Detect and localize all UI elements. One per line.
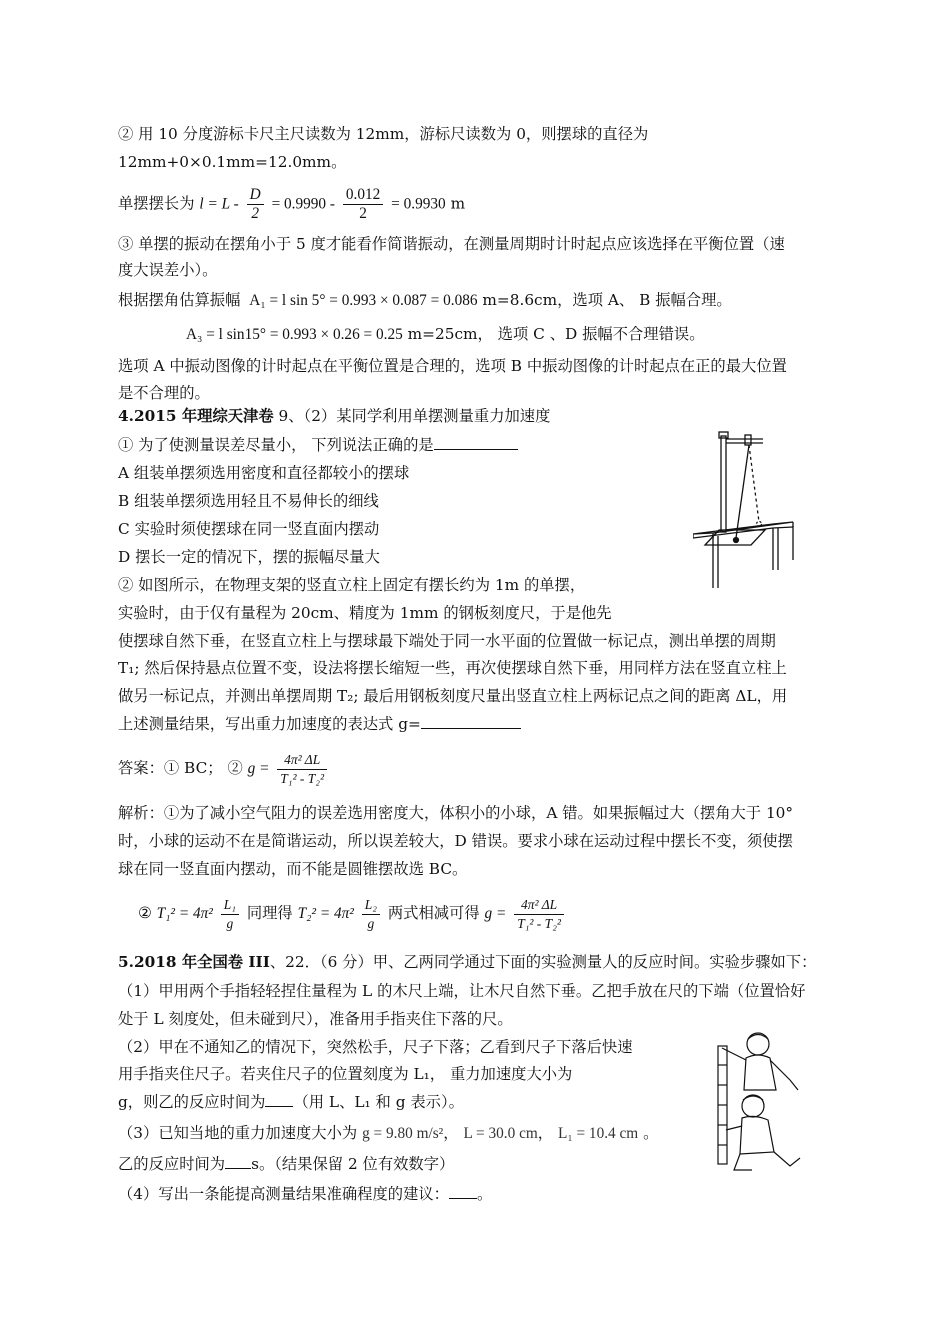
length-prefix: 单摆摆长为 xyxy=(118,194,195,213)
amplitude-a3-expr: A₃ = l sin15° = 0.993 × 0.26 = 0.25 xyxy=(186,326,403,343)
q5-step3-line2: 乙的反应时间为 s。（结果保留 2 位有效数字） xyxy=(118,1155,455,1173)
q4-option-a: A 组装单摆须选用密度和直径都较小的摆球 xyxy=(118,464,410,482)
amplitude-a3-line: A₃ = l sin15° = 0.993 × 0.26 = 0.25 m=25cm， 选项 C 、D 振幅不合理错误。 xyxy=(186,325,705,343)
person-a-head xyxy=(747,1033,769,1055)
length-unit: m xyxy=(450,194,466,213)
diameter-result-line: 12mm+0×0.1mm=12.0mm。 xyxy=(118,153,347,171)
caliper-reading-line: ② 用 10 分度游标卡尺主尺读数为 12mm，游标尺读数为 0，则摆球的直径为 xyxy=(118,125,649,143)
q4-derivation: ② T₁² = 4π² $\frac{\text{L₁}}{g}$ 同理得 T₂² = 4π² $\frac{\text{L₂}}{g}$ 两式相减可得 g = $\frac{\text{4π² ΔL}}{\text{T₁² - T₂²}}$ xyxy=(138,890,858,937)
pendulum-length-formula xyxy=(118,186,838,223)
q4-explanation-line3: 球在同一竖直面内摆动，而不能是圆锥摆故选 BC。 xyxy=(118,860,468,878)
q4-part2-line6: 上述测量结果，写出重力加速度的表达式 g= xyxy=(118,713,838,735)
q4-part2-line2: 实验时，由于仅有量程为 20cm、精度为 1mm 的钢板刻度尺，于是他先 xyxy=(118,604,612,622)
length-expr-b: = 0.9990 - xyxy=(271,195,335,213)
q5-step4: （4）写出一条能提高测量结果准确程度的建议： 。 xyxy=(118,1185,493,1203)
q4-part2-line5: 做另一标记点，并测出单摆周期 T₂; 最后用钢板刻度尺量出竖直立柱上两标记点之间的距离 ΔL，用 xyxy=(118,687,788,705)
fraction-d-over-2: $\frac{D}{2}$ xyxy=(247,186,264,223)
q4-title: 4.2015 年理综天津卷 9、（2）某同学利用单摆测量重力加速度 xyxy=(118,407,551,425)
person-a-body xyxy=(744,1055,776,1090)
pendulum-stand-figure xyxy=(693,430,795,590)
person-b-body xyxy=(740,1116,774,1154)
answer-blank xyxy=(265,1092,293,1107)
q4-explanation-line1: 解析：①为了减小空气阻力的误差选用密度大，体积小的小球，A 错。如果振幅过大（摆角大于 10° xyxy=(118,804,794,822)
given-L: L = 30.0 cm xyxy=(463,1125,538,1142)
shm-condition-line: ③ 单摆的振动在摆角小于 5 度才能看作简谐振动，在测量周期时计时起点应该选择在平衡位置（速 xyxy=(118,235,785,253)
reaction-time-figure xyxy=(708,1030,808,1175)
option-analysis-line-2: 是不合理的。 xyxy=(118,384,210,402)
q5-step1-line2: 处于 L 刻度处，但未碰到尺），准备用手指夹住下落的尺。 xyxy=(118,1010,513,1028)
q4-part1: ① 为了使测量误差尽量小， 下列说法正确的是 xyxy=(118,434,838,456)
q5-step2-line1: （2）甲在不通知乙的情况下，突然松手，尺子下落；乙看到尺子下落后快速 xyxy=(118,1038,633,1056)
answer-formula-fraction: $\frac{\text{4π² ΔL}}{\text{T₁² - T₂²}}$ xyxy=(277,751,327,788)
q5-step3-line1: （3）已知当地的重力加速度大小为 g = 9.80 m/s²， L = 30.0 cm， L₁ = 10.4 cm 。 xyxy=(118,1124,659,1142)
shm-condition-line-2: 度大误差小）。 xyxy=(118,261,218,279)
q4-part2-line1: ② 如图所示，在物理支架的竖直立柱上固定有摆长约为 1m 的单摆， xyxy=(118,576,586,594)
q5-title: 5.2018 年全国卷 III、22．（6 分）甲、乙两同学通过下面的实验测量人的反应时间。实验步骤如下： xyxy=(118,953,817,971)
q4-option-b: B 组装单摆须选用轻且不易伸长的细线 xyxy=(118,492,379,510)
given-g: g = 9.80 m/s² xyxy=(362,1125,444,1142)
pendulum-string xyxy=(736,445,749,538)
q4-explanation-line2: 时，小球的运动不在是简谐运动，所以误差较大，D 错误。要求小球在运动过程中摆长不变，须使摆 xyxy=(118,832,793,850)
amplitude-a1-line: 根据摆角估算振幅 A₁ = l sin 5° = 0.993 × 0.087 = 0.086 m=8.6cm，选项 A、 B 振幅合理。 xyxy=(118,291,732,309)
length-expr-c: = 0.9930 xyxy=(391,195,446,213)
q4-option-c: C 实验时须使摆球在同一竖直面内摆动 xyxy=(118,520,380,538)
answer-blank xyxy=(421,714,521,729)
answer-blank xyxy=(225,1154,251,1169)
q4-part2-line3: 使摆球自然下垂，在竖直立柱上与摆球最下端处于同一水平面的位置做一标记点，测出单摆的周期 xyxy=(118,632,776,650)
q5-step2-line3: g，则乙的反应时间为 （用 L、L₁ 和 g 表示）。 xyxy=(118,1093,464,1111)
q4-answer: 答案：① BC； ② g = $\frac{\text{4π² ΔL}}{\text{T₁² - T₂²}}$ xyxy=(118,745,838,792)
fraction-0012-over-2: $\frac{0.012}{2}$ xyxy=(343,186,383,223)
q4-option-d: D 摆长一定的情况下，摆的振幅尽量大 xyxy=(118,548,380,566)
length-expr-a: l = L - xyxy=(199,195,239,213)
option-analysis-line: 选项 A 中振动图像的计时起点在平衡位置是合理的，选项 B 中振动图像的计时起点在正的最大位置 xyxy=(118,357,787,375)
answer-blank xyxy=(434,435,518,450)
given-L1: L₁ = 10.4 cm xyxy=(557,1125,639,1142)
q4-part2-line4: T₁; 然后保持悬点位置不变，设法将摆长缩短一些，再次使摆球自然下垂，用同样方法在竖直立柱上 xyxy=(118,659,787,677)
q5-step1-line1: （1）甲用两个手指轻轻捏住量程为 L 的木尺上端，让木尺自然下垂。乙把手放在尺的下端（位置恰好 xyxy=(118,982,806,1000)
vertical-post xyxy=(721,436,726,532)
q5-step2-line2: 用手指夹住尺子。若夹住尺子的位置刻度为 L₁， 重力加速度大小为 xyxy=(118,1065,573,1083)
answer-blank xyxy=(449,1184,477,1199)
amplitude-a1-expr: A₁ = l sin 5° = 0.993 × 0.087 = 0.086 xyxy=(249,292,478,309)
